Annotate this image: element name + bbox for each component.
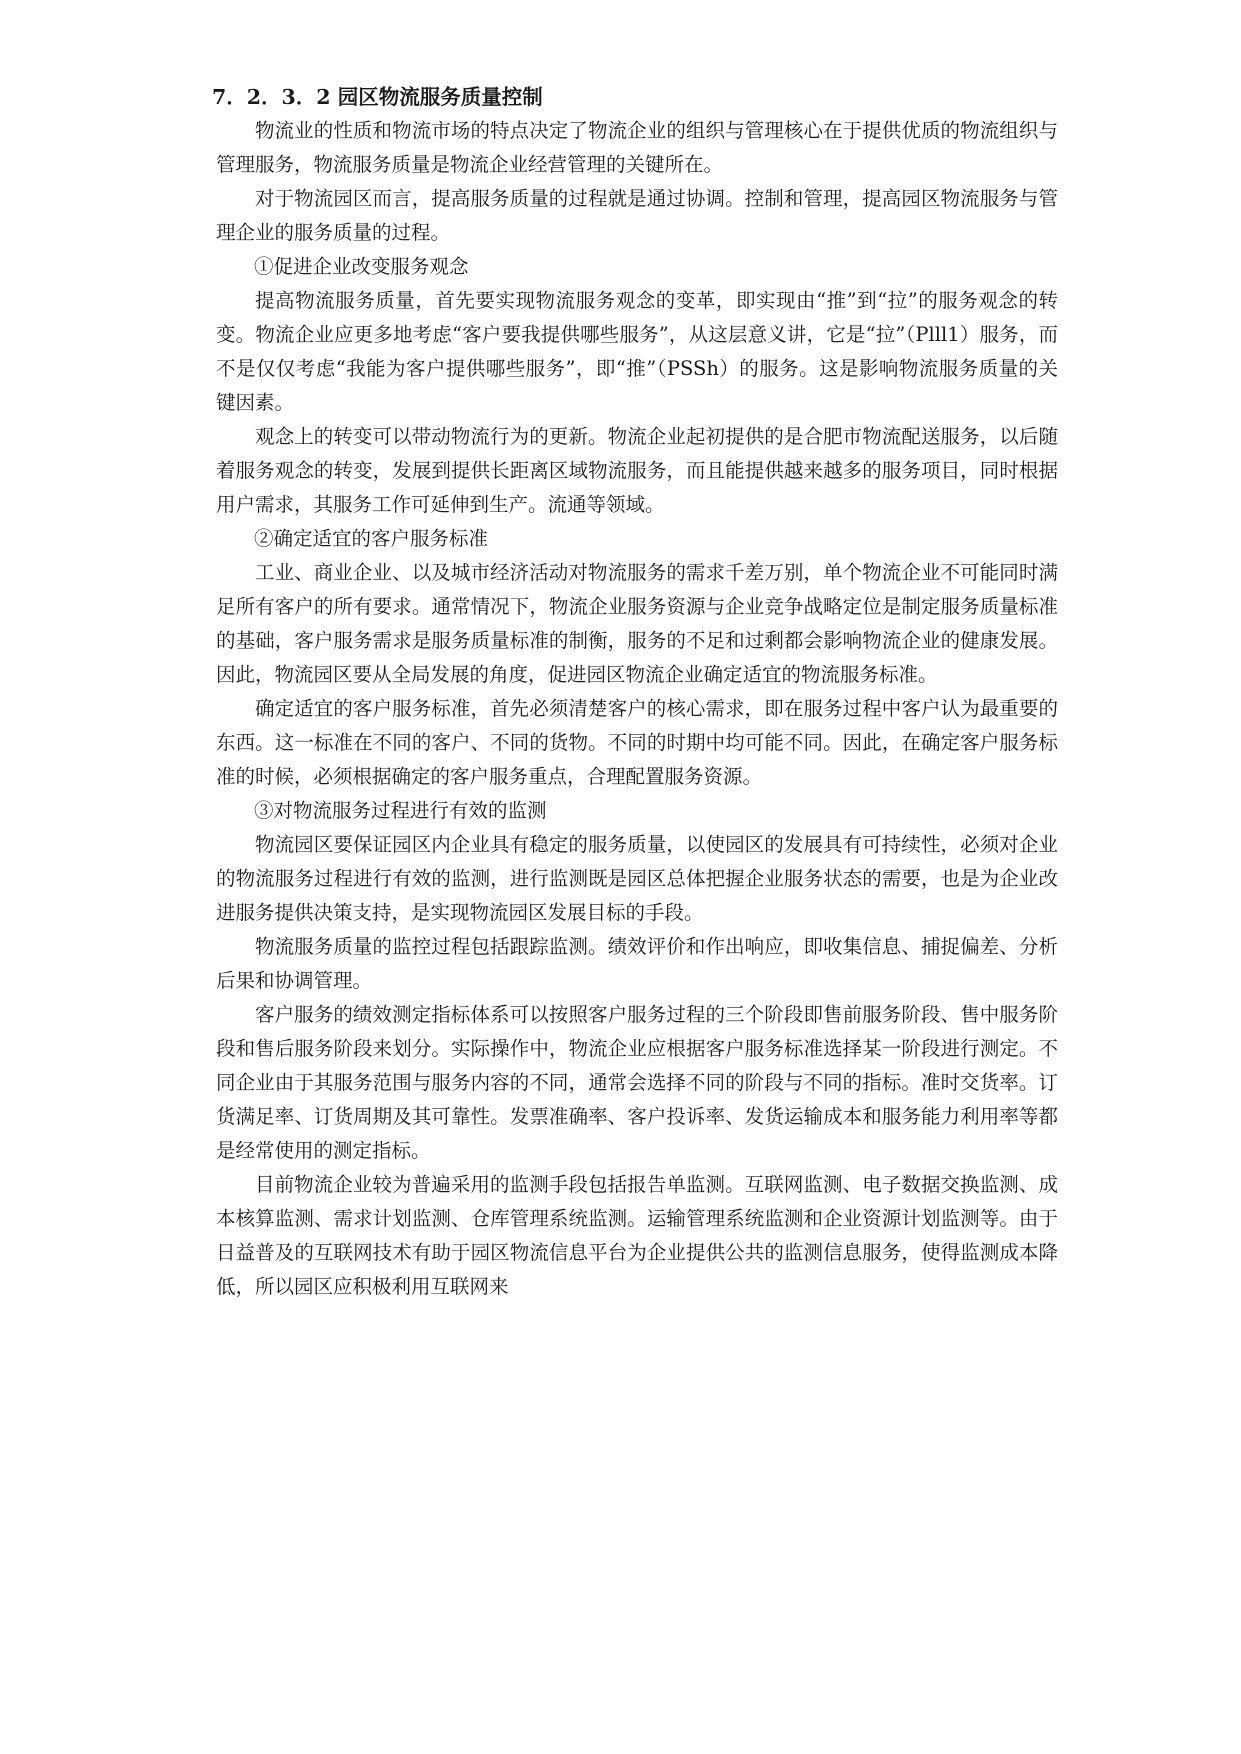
paragraph-intro: 物流业的性质和物流市场的特点决定了物流企业的组织与管理核心在于提供优质的物流组织与管理服务，物流服务质量是物流企业经营管理的关键所在。 <box>216 119 1058 176</box>
paragraph-process: 对于物流园区而言，提高服务质量的过程就是通过协调。控制和管理，提高园区物流服务与管理企业的服务质量的过程。 <box>216 187 1058 244</box>
paragraph-monitoring-means: 目前物流企业较为普遍采用的监测手段包括报告单监测。互联网监测、电子数据交换监测、成本核算监测、需求计划监测、仓库管理系统监测。运输管理系统监测和企业资源计划监测等。由于日益普及的互联网技术有助于园区物流信息平台为企业提供公共的监测信息服务，使得监测成本降低，所以园区应积极利用互联网来 <box>216 1173 1058 1298</box>
paragraph-stable-quality: 物流园区要保证园区内企业具有稳定的服务质量，以使园区的发展具有可持续性，必须对企业的物流服务过程进行有效的监测，进行监测既是园区总体把握企业服务状态的需要，也是为企业改进服务提供决策支持，是实现物流园区发展目标的手段。 <box>216 833 1058 924</box>
subheading-monitoring: ③对物流服务过程进行有效的监测 <box>254 799 547 822</box>
subheading-service-standard: ②确定适宜的客户服务标准 <box>254 527 489 550</box>
paragraph-performance-indicators: 客户服务的绩效测定指标体系可以按照客户服务过程的三个阶段即售前服务阶段、售中服务阶段和售后服务阶段来划分。实际操作中，物流企业应根据客户服务标准选择某一阶段进行测定。不同企业由于其服务范围与服务内容的不同，通常会选择不同的阶段与不同的指标。准时交货率。订货满足率、订货周期及其可靠性。发票准确率、客户投诉率、发货运输成本和服务能力利用率等都是经常使用的测定指标。 <box>216 1003 1058 1162</box>
paragraph-behavior-update: 观念上的转变可以带动物流行为的更新。物流企业起初提供的是合肥市物流配送服务，以后随着服务观念的转变，发展到提供长距离区域物流服务，而且能提供越来越多的服务项目，同时根据用户需求，其服务工作可延伸到生产。流通等领域。 <box>216 425 1058 516</box>
paragraph-core-needs: 确定适宜的客户服务标准，首先必须清楚客户的核心需求，即在服务过程中客户认为最重要的东西。这一标准在不同的客户、不同的货物。不同的时期中均可能不同。因此，在确定客户服务标准的时候，必须根据确定的客户服务重点，合理配置服务资源。 <box>216 697 1058 788</box>
subheading-service-concept: ①促进企业改变服务观念 <box>254 255 469 278</box>
paragraph-monitor-process: 物流服务质量的监控过程包括跟踪监测。绩效评价和作出响应，即收集信息、捕捉偏差、分析后果和协调管理。 <box>216 935 1058 992</box>
paragraph-push-pull: 提高物流服务质量，首先要实现物流服务观念的变革，即实现由“推”到“拉”的服务观念的转变。物流企业应更多地考虑“客户要我提供哪些服务”，从这层意义讲，它是“拉”（Plll1）服务，而不是仅仅考虑“我能为客户提供哪些服务”，即“推”（PSSh）的服务。这是影响物流服务质量的关键因素。 <box>216 289 1058 414</box>
paragraph-demand-diversity: 工业、商业企业、以及城市经济活动对物流服务的需求千差万别，单个物流企业不可能同时满足所有客户的所有要求。通常情况下，物流企业服务资源与企业竞争战略定位是制定服务质量标准的基础，客户服务需求是服务质量标准的制衡，服务的不足和过剩都会影响物流企业的健康发展。因此，物流园区要从全局发展的角度，促进园区物流企业确定适宜的物流服务标准。 <box>216 561 1058 686</box>
document-page <box>212 80 1058 1304</box>
section-heading: 7．2．3．2 园区物流服务质量控制 <box>212 85 543 109</box>
